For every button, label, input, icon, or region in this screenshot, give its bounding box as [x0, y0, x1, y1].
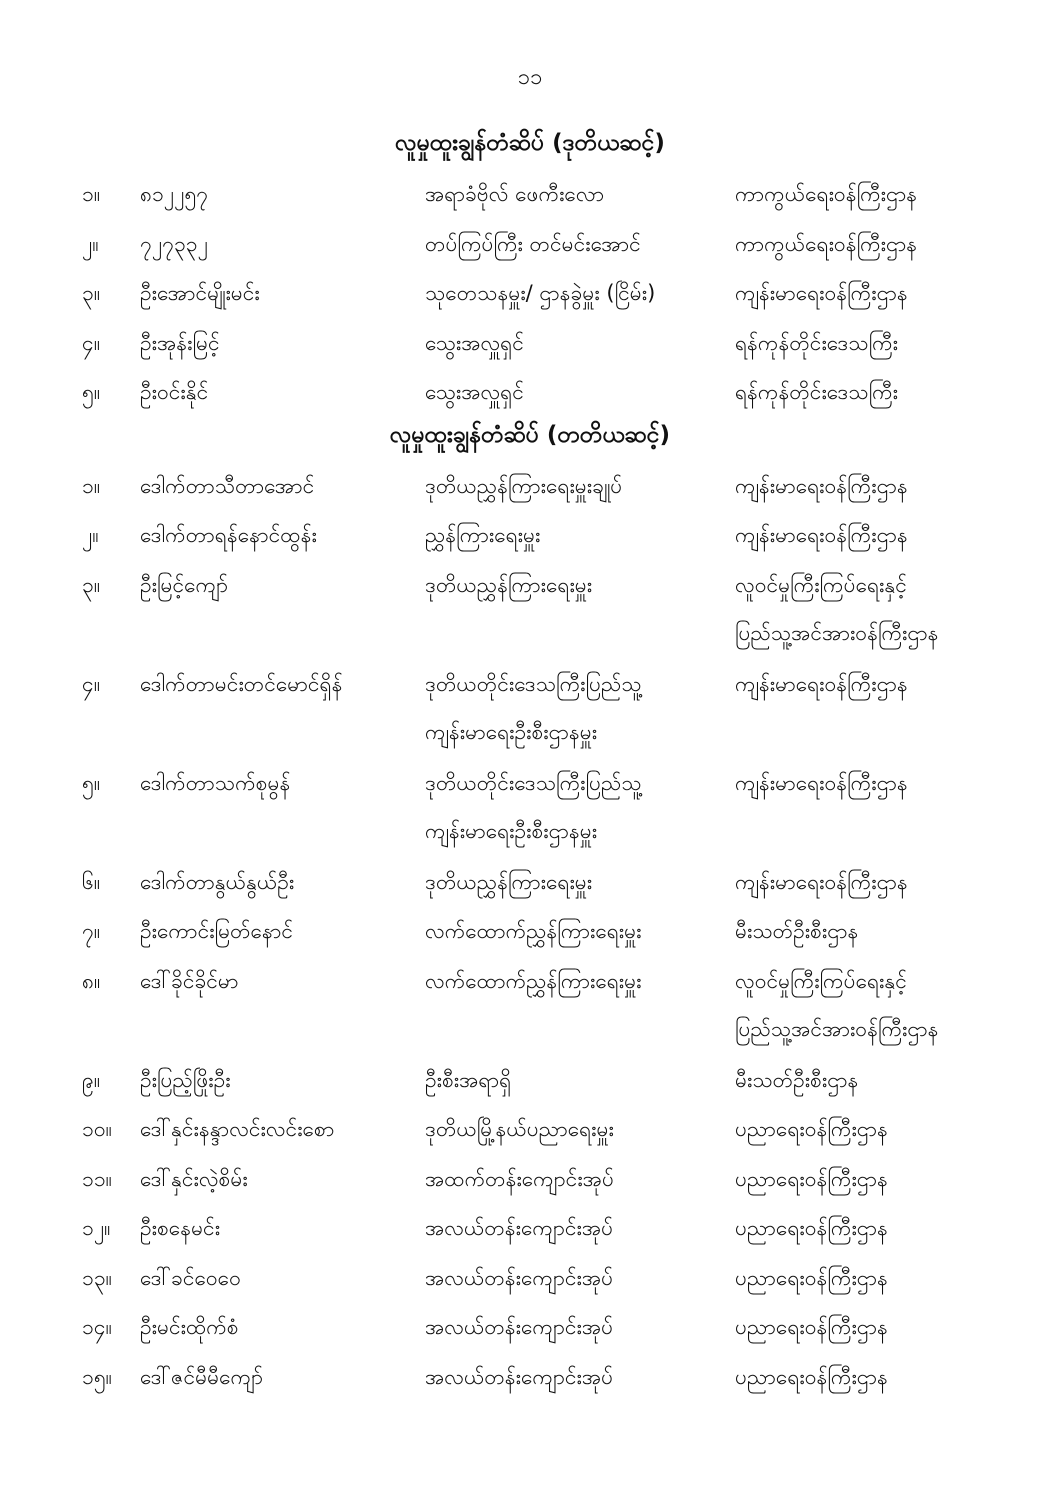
- awardee-department: [735, 1105, 888, 1153]
- awardee-position: [425, 220, 641, 268]
- awardee-department: [735, 269, 908, 317]
- row-number: ၈။: [82, 968, 101, 993]
- awardee-position: [425, 1056, 511, 1104]
- awardee-department-line: မီးသတ်ဦးစီးဌာန: [735, 1067, 859, 1092]
- row-number: ၁၀။: [82, 1117, 112, 1141]
- awardee-name: ဒေါက်တာရန်နောင်ထွန်း: [140, 523, 317, 547]
- row-number: ၂။: [82, 231, 99, 256]
- awardee-department: [735, 858, 908, 906]
- awardee-position: [425, 511, 540, 559]
- awardee-position: [425, 561, 592, 609]
- awardee-position: [425, 319, 524, 367]
- awardee-department-line: ပညာရေးဝန်ကြီးဌာန: [735, 1166, 888, 1191]
- awardee-department-line: ကျန်းမာရေးဝန်ကြီးဌာန: [735, 671, 908, 696]
- row-number: ၂။: [82, 523, 99, 547]
- awardee-position-line: လက်ထောက်ညွှန်ကြားရေးမှူး: [425, 968, 642, 993]
- awardee-department-line: ရန်ကုန်တိုင်းဒေသကြီး: [735, 330, 899, 355]
- awardee-name: ဦးအောင်မျိုးမင်း: [140, 281, 260, 305]
- awardee-position-line: ဒုတိယညွှန်ကြားရေးမှူး: [425, 572, 593, 597]
- awardee-name: ဦးစနေမင်း: [140, 1216, 221, 1240]
- awardee-position: [425, 1204, 613, 1252]
- row-number: ၁၄။: [82, 1315, 112, 1339]
- awardee-name: ဦးပြည့်ဖြိုးဦး: [140, 1067, 231, 1092]
- awardee-position: [425, 1303, 613, 1351]
- awardee-name: ဒေါ်ခိုင်ခိုင်မာ: [140, 968, 239, 993]
- awardee-department-line: ပညာရေးဝန်ကြီးဌာန: [735, 1315, 888, 1339]
- awardee-department-line: ကျန်းမာရေးဝန်ကြီးဌာန: [735, 770, 908, 795]
- awardee-position-line: အလယ်တန်းကျောင်းအုပ်: [425, 1265, 614, 1290]
- awardee-position: [425, 1254, 613, 1302]
- awardee-department-line: ပြည်သူ့အင်အားဝန်ကြီးဌာန: [735, 1016, 939, 1041]
- awardee-position: [425, 907, 641, 955]
- page-number: ၁၁: [517, 65, 543, 90]
- row-number: ၄။: [82, 671, 101, 696]
- awardee-position-line: ဦးစီးအရာရှိ: [425, 1067, 512, 1092]
- awardee-department: [735, 511, 908, 559]
- awardee-position-line: အလယ်တန်းကျောင်းအုပ်: [425, 1216, 614, 1240]
- awardee-position: [425, 1353, 613, 1401]
- awardee-name: ဒေါက်တာသီတာအောင်: [140, 473, 315, 498]
- awardee-name: ၈၁၂၂၅၇: [140, 182, 209, 206]
- awardee-name: ဒေါ်နှင်းနန္ဒာလင်းလင်းစော: [140, 1117, 335, 1141]
- awardee-position: [425, 957, 641, 1005]
- row-number: ၁၂။: [82, 1216, 111, 1240]
- awardee-department: [735, 561, 939, 657]
- awardee-name: ဦးမြင့်ကျော်: [140, 572, 229, 597]
- awardee-department: [735, 368, 898, 416]
- awardee-position-line: ကျန်းမာရေးဦးစီးဌာနမှူး: [425, 719, 598, 744]
- awardee-name: ဒေါ်နှင်းလဲ့စိမ်း: [140, 1166, 248, 1191]
- awardee-department: [735, 1353, 888, 1401]
- awardee-position-line: ဒုတိယညွှန်ကြားရေးမှူး: [425, 869, 593, 894]
- awardee-department: [735, 1303, 888, 1351]
- awardee-department-line: လူဝင်မှုကြီးကြပ်ရေးနှင့်: [735, 968, 907, 993]
- awardee-position-line: အလယ်တန်းကျောင်းအုပ်: [425, 1364, 614, 1389]
- awardee-department: [735, 907, 858, 955]
- awardee-position: [425, 170, 604, 218]
- awardee-name: ဒေါ်ခင်ဝေဝေ: [140, 1265, 241, 1290]
- awardee-position-line: သွေးအလှူရှင်: [425, 330, 524, 355]
- awardee-position: [425, 269, 655, 317]
- awardee-position-line: အထက်တန်းကျောင်းအုပ်: [425, 1166, 614, 1191]
- awardee-name: ဦးအုန်းမြင့်: [140, 330, 220, 355]
- awardee-department-line: ပညာရေးဝန်ကြီးဌာန: [735, 1117, 888, 1141]
- awardee-name: ဒေါက်တာနွယ်နွယ်ဦး: [140, 869, 295, 894]
- awardee-department-line: ကာကွယ်ရေးဝန်ကြီးဌာန: [735, 231, 918, 256]
- awardee-department: [735, 220, 917, 268]
- awardee-position-line: တပ်ကြပ်ကြီး တင်မင်းအောင်: [425, 231, 641, 256]
- row-number: ၃။: [82, 281, 101, 305]
- row-number: ၁၅။: [82, 1364, 112, 1389]
- awardee-department: [735, 462, 908, 510]
- row-number: ၁၁။: [82, 1166, 112, 1191]
- awardee-department-line: မီးသတ်ဦးစီးဌာန: [735, 919, 859, 943]
- awardee-department-line: ကျန်းမာရေးဝန်ကြီးဌာန: [735, 473, 908, 498]
- row-number: ၅။: [82, 770, 101, 795]
- awardee-department: [735, 957, 939, 1053]
- awardee-department: [735, 1254, 888, 1302]
- row-number: ၁။: [82, 473, 101, 498]
- awardee-position: [425, 759, 642, 855]
- awardee-name: ဦးဝင်းနိုင်: [140, 380, 209, 404]
- awardee-position: [425, 1105, 614, 1153]
- awardee-position: [425, 858, 592, 906]
- awardee-position-line: ဒုတိယတိုင်းဒေသကြီးပြည်သူ့: [425, 770, 642, 795]
- row-number: ၁၃။: [82, 1265, 112, 1290]
- awardee-position-line: ဒုတိယတိုင်းဒေသကြီးပြည်သူ့: [425, 671, 642, 696]
- awardee-department-line: ပညာရေးဝန်ကြီးဌာန: [735, 1364, 888, 1389]
- row-number: ၉။: [82, 1067, 101, 1092]
- awardee-position-line: ညွှန်ကြားရေးမှူး: [425, 523, 541, 547]
- awardee-department: [735, 759, 908, 807]
- awardee-position-line: လက်ထောက်ညွှန်ကြားရေးမှူး: [425, 919, 642, 943]
- awardee-department-line: ပညာရေးဝန်ကြီးဌာန: [735, 1216, 888, 1240]
- awardee-department: [735, 1155, 888, 1203]
- awardee-department-line: ကျန်းမာရေးဝန်ကြီးဌာန: [735, 281, 908, 305]
- awardee-department: [735, 1204, 888, 1252]
- awardee-position-line: အလယ်တန်းကျောင်းအုပ်: [425, 1315, 614, 1339]
- awardee-name: ဦးကောင်းမြတ်နောင်: [140, 919, 294, 943]
- section-title: လူမှုထူးချွန်တံဆိပ် (ဒုတိယဆင့်): [395, 130, 665, 156]
- row-number: ၅။: [82, 380, 101, 404]
- awardee-position: [425, 1155, 614, 1203]
- awardee-position: [425, 660, 642, 756]
- row-number: ၄။: [82, 330, 101, 355]
- row-number: ၇။: [82, 919, 101, 943]
- awardee-name: ဦးမင်းထိုက်စံ: [140, 1315, 239, 1339]
- awardee-department-line: ပြည်သူ့အင်အားဝန်ကြီးဌာန: [735, 620, 939, 645]
- row-number: ၁။: [82, 182, 101, 206]
- awardee-department-line: ကာကွယ်ရေးဝန်ကြီးဌာန: [735, 182, 918, 206]
- awardee-position-line: ဒုတိယညွှန်ကြားရေးမှူးချုပ်: [425, 473, 623, 498]
- awardee-department-line: ကျန်းမာရေးဝန်ကြီးဌာန: [735, 869, 908, 894]
- awardee-position-line: ကျန်းမာရေးဦးစီးဌာနမှူး: [425, 818, 598, 843]
- awardee-department: [735, 660, 908, 708]
- awardee-department-line: လူဝင်မှုကြီးကြပ်ရေးနှင့်: [735, 572, 907, 597]
- awardee-department-line: ကျန်းမာရေးဝန်ကြီးဌာန: [735, 523, 908, 547]
- awardee-department-line: ရန်ကုန်တိုင်းဒေသကြီး: [735, 380, 899, 404]
- row-number: ၃။: [82, 572, 101, 597]
- awardee-position-line: သုတေသနမှူး/ ဌာနခွဲမှူး (ငြိမ်း): [425, 281, 656, 305]
- awardee-name: ဒေါ်ဇင်မီမီကျော်: [140, 1364, 264, 1389]
- awardee-department: [735, 319, 898, 367]
- awardee-position-line: ဒုတိယမြို့နယ်ပညာရေးမှူး: [425, 1117, 614, 1141]
- awardee-position-line: အရာခံဗိုလ် ဖေကီးလော: [425, 182, 605, 206]
- awardee-department: [735, 1056, 858, 1104]
- row-number: ၆။: [82, 869, 101, 894]
- section-title: လူမှုထူးချွန်တံဆိပ် (တတိယဆင့်): [389, 421, 671, 448]
- awardee-position: [425, 462, 622, 510]
- awardee-position-line: သွေးအလှူရှင်: [425, 380, 524, 404]
- awardee-department-line: ပညာရေးဝန်ကြီးဌာန: [735, 1265, 888, 1290]
- awardee-name: ဒေါက်တာမင်းတင်မောင်ရှိန်: [140, 671, 343, 696]
- awardee-position: [425, 368, 524, 416]
- awardee-name: ၇၂၇၃၃၂: [140, 231, 208, 256]
- awardee-name: ဒေါက်တာသက်စုမွန်: [140, 770, 291, 795]
- awardee-department: [735, 170, 917, 218]
